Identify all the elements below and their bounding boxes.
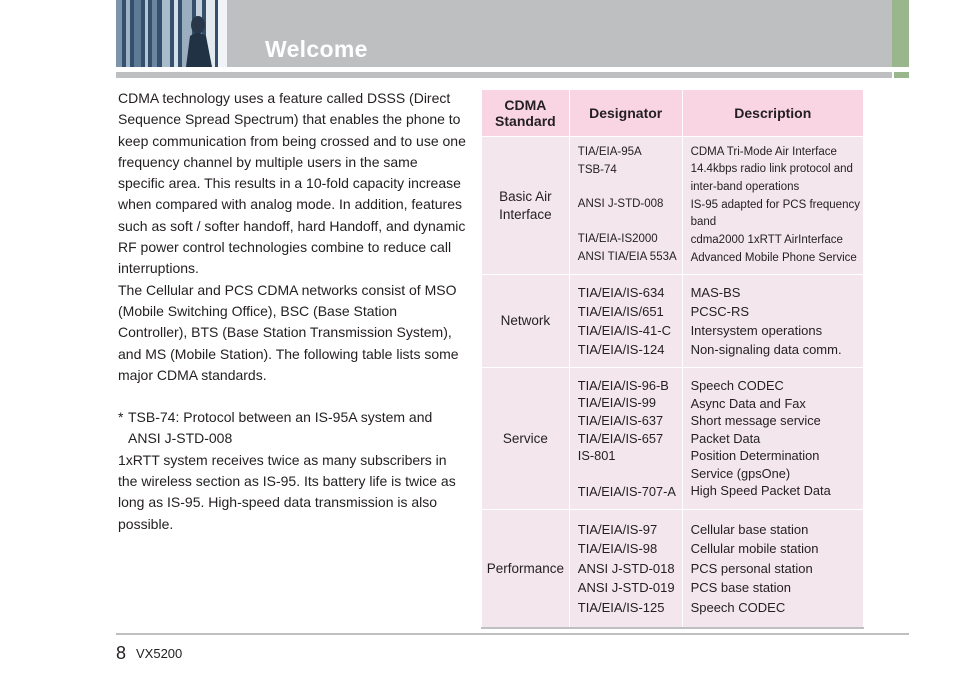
designator-cell bbox=[569, 275, 682, 368]
designator: TIA/EIA/IS-41-C bbox=[577, 323, 671, 338]
table-row bbox=[482, 137, 864, 275]
designator: ANSI J-STD-019 bbox=[577, 580, 675, 596]
standard-cell: Basic Air Interface bbox=[482, 137, 570, 275]
description: MAS-BS bbox=[690, 285, 741, 300]
standard-cell: Service bbox=[482, 368, 570, 510]
header-accent-bar bbox=[892, 0, 909, 67]
header-cdma-standard: CDMA Standard bbox=[482, 90, 570, 137]
designator: ANSI TIA/EIA 553A bbox=[577, 251, 677, 264]
designator: TIA/EIA/IS-634 bbox=[577, 285, 665, 300]
designator: TIA/EIA/IS-99 bbox=[577, 395, 657, 411]
header-divider bbox=[116, 72, 892, 78]
table-header-row bbox=[482, 90, 864, 137]
designator: TIA/EIA/IS-637 bbox=[577, 412, 664, 428]
designator: TSB-74 bbox=[577, 163, 617, 176]
description: Speech CODEC bbox=[690, 599, 786, 615]
model-name: VX5200 bbox=[136, 646, 183, 661]
description: Position Determination Service (gpsOne) bbox=[690, 448, 820, 481]
designator: TIA/EIA/IS/651 bbox=[577, 304, 664, 319]
designator: TIA/EIA/IS-707-A bbox=[577, 483, 676, 499]
description-cell bbox=[682, 368, 863, 510]
description: 14.4kbps radio link protocol and inter-band operations bbox=[690, 163, 853, 193]
designator: IS-801 bbox=[577, 448, 616, 464]
description: Packet Data bbox=[690, 430, 761, 446]
description-cell bbox=[682, 137, 863, 275]
standard-cell: Network bbox=[482, 275, 570, 368]
header-description: Description bbox=[682, 90, 863, 137]
footnote-bullet: * bbox=[118, 409, 124, 426]
standard-cell: Performance bbox=[482, 510, 570, 629]
cdma-standards-table bbox=[481, 89, 864, 629]
designator: TIA/EIA/IS-96-B bbox=[577, 377, 669, 393]
table-row bbox=[482, 368, 864, 510]
paragraph-1xrtt: 1xRTT system receives twice as many subscribers in the wireless section as IS-95. Its battery life is twice as long as IS-95. High-speed data transmission is also possible. bbox=[118, 451, 456, 532]
header-photo bbox=[116, 0, 227, 67]
description: Non-signaling data comm. bbox=[690, 342, 842, 357]
header-divider-accent bbox=[894, 72, 909, 78]
designator: TIA/EIA/IS-657 bbox=[577, 430, 664, 446]
paragraph-dsss: CDMA technology uses a feature called DSSS (Direct Sequence Spread Spectrum) that enables the phone to keep communication from being crossed and to use one frequency channel by multiple users in the same specific area. This results in a 10-fold capacity increase when compared with analog mode. In addition, features such as soft / softer handoff, hard Handoff, and dynamic RF power control technologies combine to reduce call interruptions. bbox=[118, 90, 466, 277]
spacer bbox=[118, 386, 466, 407]
description: IS-95 adapted for PCS frequency band bbox=[690, 198, 860, 229]
description: High Speed Packet Data bbox=[690, 483, 831, 499]
page-number: 8 bbox=[116, 643, 127, 663]
designator: TIA/EIA/IS-125 bbox=[577, 599, 665, 615]
page-title: Welcome bbox=[265, 36, 368, 62]
description: CDMA Tri-Mode Air Interface bbox=[690, 145, 837, 158]
description: Intersystem operations bbox=[690, 323, 823, 338]
designator-cell bbox=[569, 137, 682, 275]
description: Async Data and Fax bbox=[690, 395, 806, 411]
description: Speech CODEC bbox=[690, 377, 784, 393]
designator-cell bbox=[569, 368, 682, 510]
designator-cell bbox=[569, 510, 682, 629]
footnote bbox=[118, 407, 466, 450]
designator: ANSI J-STD-008 bbox=[577, 197, 664, 210]
description: Advanced Mobile Phone Service bbox=[690, 251, 857, 264]
designator: TIA/EIA/IS-97 bbox=[577, 521, 658, 537]
designator: TIA/EIA-IS2000 bbox=[577, 233, 658, 246]
description: Cellular base station bbox=[690, 521, 809, 537]
description: PCS base station bbox=[690, 580, 792, 596]
description: Cellular mobile station bbox=[690, 541, 819, 557]
footnote-text: TSB-74: Protocol between an IS-95A system and ANSI J-STD-008 bbox=[128, 409, 433, 447]
description-cell bbox=[682, 275, 863, 368]
paragraph-networks: The Cellular and PCS CDMA networks consist of MSO (Mobile Switching Office), BSC (Base Station Controller), BTS (Base Station Transmission System), and MS (Mobile Station). The following table lists some major CDMA standards. bbox=[118, 281, 459, 383]
header-bar bbox=[116, 0, 892, 67]
designator: TIA/EIA-95A bbox=[577, 146, 642, 159]
designator: TIA/EIA/IS-98 bbox=[577, 541, 658, 557]
description: Short message service bbox=[690, 413, 821, 429]
table-row bbox=[482, 510, 864, 629]
table-row bbox=[482, 275, 864, 368]
footer-divider bbox=[116, 633, 909, 635]
description-cell bbox=[682, 510, 863, 629]
header-designator: Designator bbox=[569, 90, 682, 137]
description: PCS personal station bbox=[690, 560, 813, 576]
designator: ANSI J-STD-018 bbox=[577, 560, 675, 576]
description: cdma2000 1xRTT AirInterface bbox=[690, 234, 843, 247]
designator: TIA/EIA/IS-124 bbox=[577, 342, 665, 357]
body-text bbox=[118, 88, 466, 535]
description: PCSC-RS bbox=[690, 304, 750, 319]
